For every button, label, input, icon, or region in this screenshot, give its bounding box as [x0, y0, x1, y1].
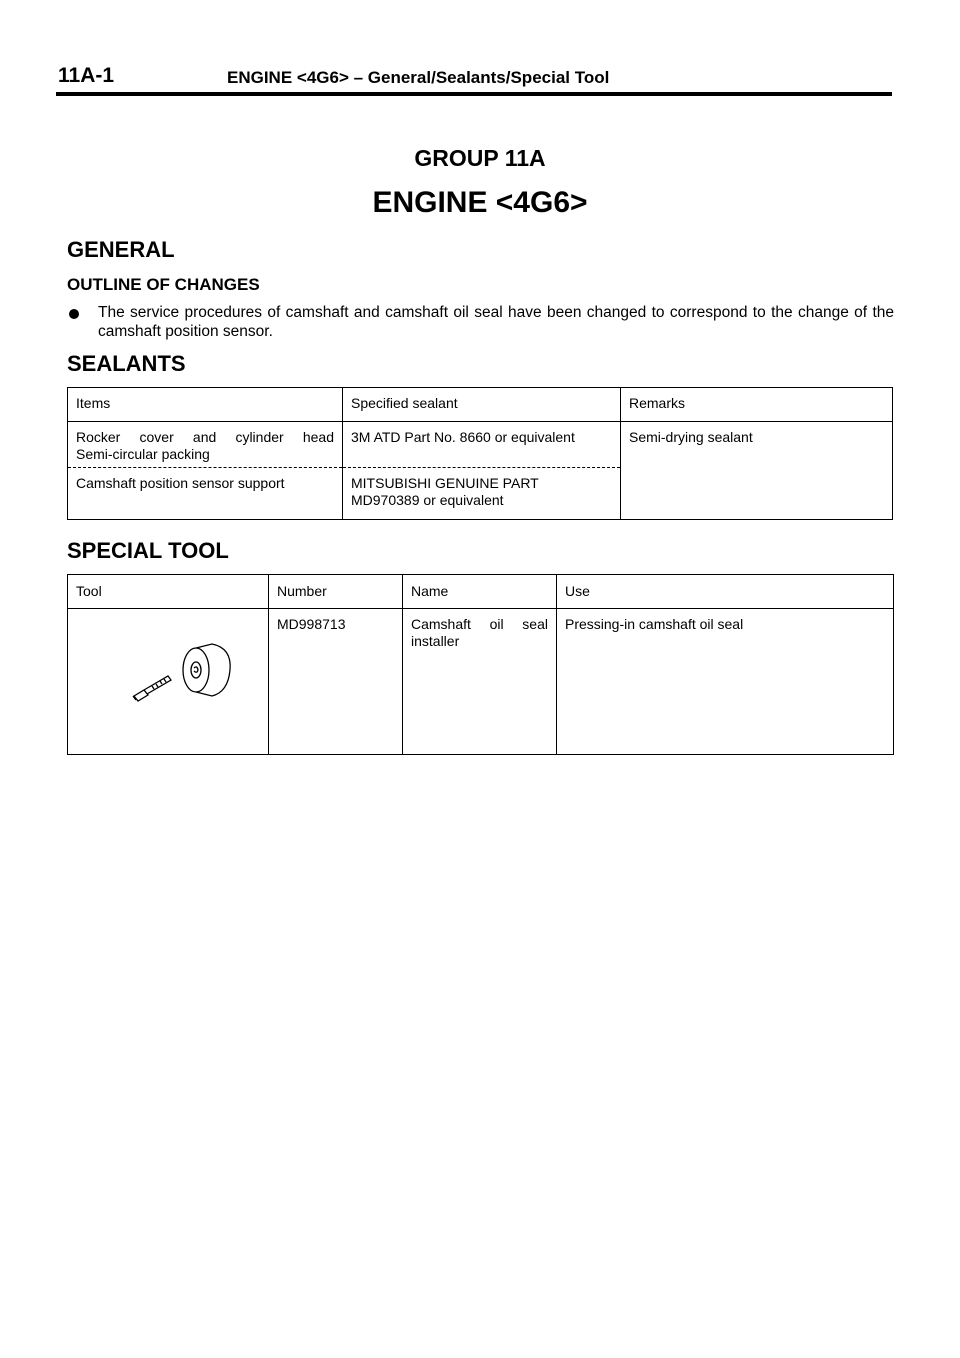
cell-remarks: Semi-drying sealant	[621, 422, 893, 520]
table-header-row	[68, 575, 894, 609]
cell-item: Camshaft position sensor support	[68, 468, 343, 520]
table-row	[68, 422, 893, 468]
page-number: 11A-1	[58, 64, 115, 87]
cell-use: Pressing-in camshaft oil seal	[557, 609, 894, 755]
cell-item	[68, 422, 343, 468]
column-header-items: Items	[68, 388, 343, 422]
seal-installer-drawing-icon	[114, 634, 234, 704]
sealant-line: MITSUBISHI GENUINE PART	[351, 475, 539, 491]
column-header-use: Use	[557, 575, 894, 609]
item-line: Semi-circular packing	[76, 446, 210, 462]
sealant-line: MD970389 or equivalent	[351, 492, 504, 508]
cell-sealant: 3M ATD Part No. 8660 or equivalent	[343, 422, 621, 468]
item-line: Rocker cover and cylinder head	[76, 429, 334, 445]
cell-name	[403, 609, 557, 755]
name-line: Camshaft oil seal	[411, 616, 548, 632]
column-header-specified-sealant: Specified sealant	[343, 388, 621, 422]
cell-sealant	[343, 468, 621, 520]
outline-heading: OUTLINE OF CHANGES	[67, 275, 260, 294]
general-heading: GENERAL	[67, 237, 175, 262]
sealants-heading: SEALANTS	[67, 351, 186, 376]
special-tool-table	[67, 574, 894, 755]
table-header-row	[68, 388, 893, 422]
special-tool-heading: SPECIAL TOOL	[67, 538, 229, 563]
column-header-remarks: Remarks	[621, 388, 893, 422]
group-title: ENGINE <4G6>	[372, 186, 588, 219]
column-header-tool: Tool	[68, 575, 269, 609]
column-header-name: Name	[403, 575, 557, 609]
group-label: GROUP 11A	[414, 145, 546, 171]
outline-paragraph: The service procedures of camshaft and camshaft oil seal have been changed to correspond to the change of the camshaft position sensor.	[98, 304, 894, 340]
column-header-number: Number	[269, 575, 403, 609]
running-header-title: ENGINE <4G6> – General/Sealants/Special Tool	[227, 68, 610, 87]
table-row	[68, 609, 894, 755]
sealants-table	[67, 387, 893, 520]
header-rule	[56, 92, 892, 96]
cell-tool	[68, 609, 269, 755]
bullet-dot	[69, 309, 79, 319]
cell-number: MD998713	[269, 609, 403, 755]
name-line: installer	[411, 633, 460, 649]
